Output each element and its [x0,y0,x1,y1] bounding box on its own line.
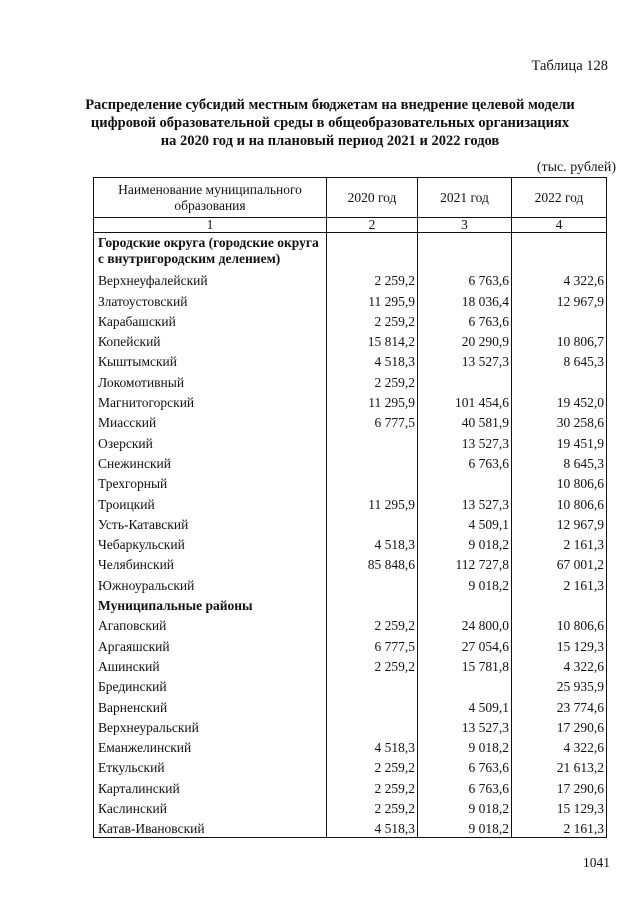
value-2022-cell: 10 806,7 [512,330,607,350]
value-2021-cell: 13 527,3 [418,431,512,451]
table-row [94,776,607,796]
value-2022-cell: 19 451,9 [512,431,607,451]
value-2020-cell: 4 518,3 [327,736,418,756]
name-cell: Варненский [94,695,327,715]
column-header-2021: 2021 год [418,178,512,218]
table-row [94,269,607,289]
value-2020-cell: 2 259,2 [327,655,418,675]
name-cell: Верхнеуфалейский [94,269,327,289]
name-cell: Ашинский [94,655,327,675]
value-2021-cell [418,370,512,390]
value-2021-cell: 18 036,4 [418,289,512,309]
table-row [94,391,607,411]
subsidy-table [93,177,607,838]
value-2020-cell: 4 518,3 [327,350,418,370]
value-2020-cell: 2 259,2 [327,776,418,796]
value-2022-cell [512,594,607,614]
value-2021-cell: 13 527,3 [418,716,512,736]
table-row [94,533,607,553]
units-note: (тыс. рублей) [536,160,616,175]
value-2020-cell: 2 259,2 [327,310,418,330]
table-row [94,350,607,370]
value-2020-cell: 2 259,2 [327,756,418,776]
name-cell: Кыштымский [94,350,327,370]
value-2020-cell: 11 295,9 [327,391,418,411]
value-2020-cell [327,573,418,593]
table-body [94,233,607,838]
value-2020-cell: 6 777,5 [327,634,418,654]
value-2022-cell: 25 935,9 [512,675,607,695]
value-2020-cell: 6 777,5 [327,411,418,431]
title-line: цифровой образовательной среды в общеобразовательных организациях [90,115,570,131]
value-2021-cell: 40 581,9 [418,411,512,431]
value-2022-cell: 8 645,3 [512,350,607,370]
table-label: Таблица 128 [531,58,608,74]
value-2022-cell: 15 129,3 [512,797,607,817]
value-2022-cell: 10 806,6 [512,492,607,512]
value-2021-cell: 9 018,2 [418,533,512,553]
value-2022-cell: 12 967,9 [512,513,607,533]
table-row [94,492,607,512]
name-cell: Еткульский [94,756,327,776]
value-2021-cell: 9 018,2 [418,817,512,838]
header-row [94,178,607,218]
value-2021-cell: 6 763,6 [418,269,512,289]
name-cell: Брединский [94,675,327,695]
table-row [94,614,607,634]
value-2021-cell [418,472,512,492]
value-2020-cell: 2 259,2 [327,370,418,390]
table-row [94,695,607,715]
value-2020-cell: 11 295,9 [327,492,418,512]
name-cell: Озерский [94,431,327,451]
table-row [94,655,607,675]
value-2022-cell: 4 322,6 [512,736,607,756]
column-header-2022: 2022 год [512,178,607,218]
name-cell: Трехгорный [94,472,327,492]
value-2021-cell: 13 527,3 [418,492,512,512]
value-2020-cell: 2 259,2 [327,269,418,289]
value-2022-cell: 4 322,6 [512,269,607,289]
value-2020-cell [327,431,418,451]
value-2022-cell: 2 161,3 [512,573,607,593]
name-cell: Магнитогорский [94,391,327,411]
name-cell: Агаповский [94,614,327,634]
value-2022-cell: 2 161,3 [512,533,607,553]
column-number: 4 [512,218,607,233]
table-row [94,756,607,776]
name-cell: Муниципальные районы [94,594,327,614]
value-2021-cell [418,675,512,695]
column-number: 2 [327,218,418,233]
section-row [94,594,607,614]
value-2021-cell: 15 781,8 [418,655,512,675]
column-header-name: Наименование муниципального образования [94,178,327,218]
name-cell: Усть-Катавский [94,513,327,533]
table-row [94,716,607,736]
name-cell: Каслинский [94,797,327,817]
value-2021-cell: 13 527,3 [418,350,512,370]
value-2021-cell: 9 018,2 [418,797,512,817]
value-2020-cell [327,594,418,614]
value-2021-cell: 101 454,6 [418,391,512,411]
table-row [94,310,607,330]
name-cell: Южноуральский [94,573,327,593]
value-2021-cell [418,233,512,270]
value-2022-cell [512,233,607,270]
document-title [80,96,580,150]
value-2021-cell [418,594,512,614]
value-2020-cell: 4 518,3 [327,817,418,838]
value-2022-cell: 8 645,3 [512,452,607,472]
value-2021-cell: 4 509,1 [418,695,512,715]
value-2022-cell: 30 258,6 [512,411,607,431]
table-row [94,553,607,573]
name-cell: Городские округа (городские округа с внутригородским делением) [94,233,327,270]
table-row [94,675,607,695]
value-2020-cell: 2 259,2 [327,614,418,634]
name-cell: Снежинский [94,452,327,472]
value-2021-cell: 6 763,6 [418,776,512,796]
table-row [94,736,607,756]
value-2021-cell: 112 727,8 [418,553,512,573]
value-2020-cell: 85 848,6 [327,553,418,573]
value-2021-cell: 20 290,9 [418,330,512,350]
table-row [94,797,607,817]
name-cell: Златоустовский [94,289,327,309]
value-2021-cell: 6 763,6 [418,310,512,330]
value-2021-cell: 9 018,2 [418,736,512,756]
table-row [94,411,607,431]
name-cell: Локомотивный [94,370,327,390]
value-2022-cell: 17 290,6 [512,716,607,736]
value-2021-cell: 24 800,0 [418,614,512,634]
table-row [94,573,607,593]
value-2022-cell: 10 806,6 [512,614,607,634]
value-2022-cell: 21 613,2 [512,756,607,776]
column-number-row [94,218,607,233]
value-2020-cell: 11 295,9 [327,289,418,309]
value-2022-cell: 10 806,6 [512,472,607,492]
column-number: 1 [94,218,327,233]
name-cell: Чебаркульский [94,533,327,553]
name-cell: Еманжелинский [94,736,327,756]
value-2021-cell: 6 763,6 [418,452,512,472]
table-row [94,370,607,390]
value-2020-cell [327,452,418,472]
name-cell: Карталинский [94,776,327,796]
value-2020-cell [327,675,418,695]
name-cell: Копейский [94,330,327,350]
column-number: 3 [418,218,512,233]
value-2022-cell: 17 290,6 [512,776,607,796]
name-cell: Карабашский [94,310,327,330]
table-row [94,431,607,451]
value-2022-cell [512,370,607,390]
column-header-2020: 2020 год [327,178,418,218]
title-line: на 2020 год и на плановый период 2021 и 2022 годов [160,133,500,149]
value-2020-cell: 2 259,2 [327,797,418,817]
value-2020-cell [327,233,418,270]
value-2020-cell: 15 814,2 [327,330,418,350]
table-row [94,289,607,309]
page-number: 1041 [583,855,610,870]
value-2022-cell: 67 001,2 [512,553,607,573]
name-cell: Верхнеуральский [94,716,327,736]
value-2022-cell: 23 774,6 [512,695,607,715]
value-2020-cell [327,513,418,533]
value-2022-cell: 19 452,0 [512,391,607,411]
value-2022-cell: 15 129,3 [512,634,607,654]
name-cell: Аргаяшский [94,634,327,654]
value-2020-cell [327,472,418,492]
name-cell: Троицкий [94,492,327,512]
value-2022-cell [512,310,607,330]
value-2022-cell: 2 161,3 [512,817,607,838]
section-row [94,233,607,270]
value-2021-cell: 4 509,1 [418,513,512,533]
name-cell: Миасский [94,411,327,431]
value-2020-cell [327,716,418,736]
value-2020-cell [327,695,418,715]
table-row [94,330,607,350]
table-row [94,817,607,838]
table-row [94,513,607,533]
table-row [94,472,607,492]
title-line: Распределение субсидий местным бюджетам на внедрение целевой модели [85,97,575,113]
name-cell: Челябинский [94,553,327,573]
table-row [94,452,607,472]
value-2021-cell: 6 763,6 [418,756,512,776]
value-2022-cell: 4 322,6 [512,655,607,675]
value-2020-cell: 4 518,3 [327,533,418,553]
value-2022-cell: 12 967,9 [512,289,607,309]
value-2021-cell: 9 018,2 [418,573,512,593]
value-2021-cell: 27 054,6 [418,634,512,654]
table-row [94,634,607,654]
name-cell: Катав-Ивановский [94,817,327,838]
